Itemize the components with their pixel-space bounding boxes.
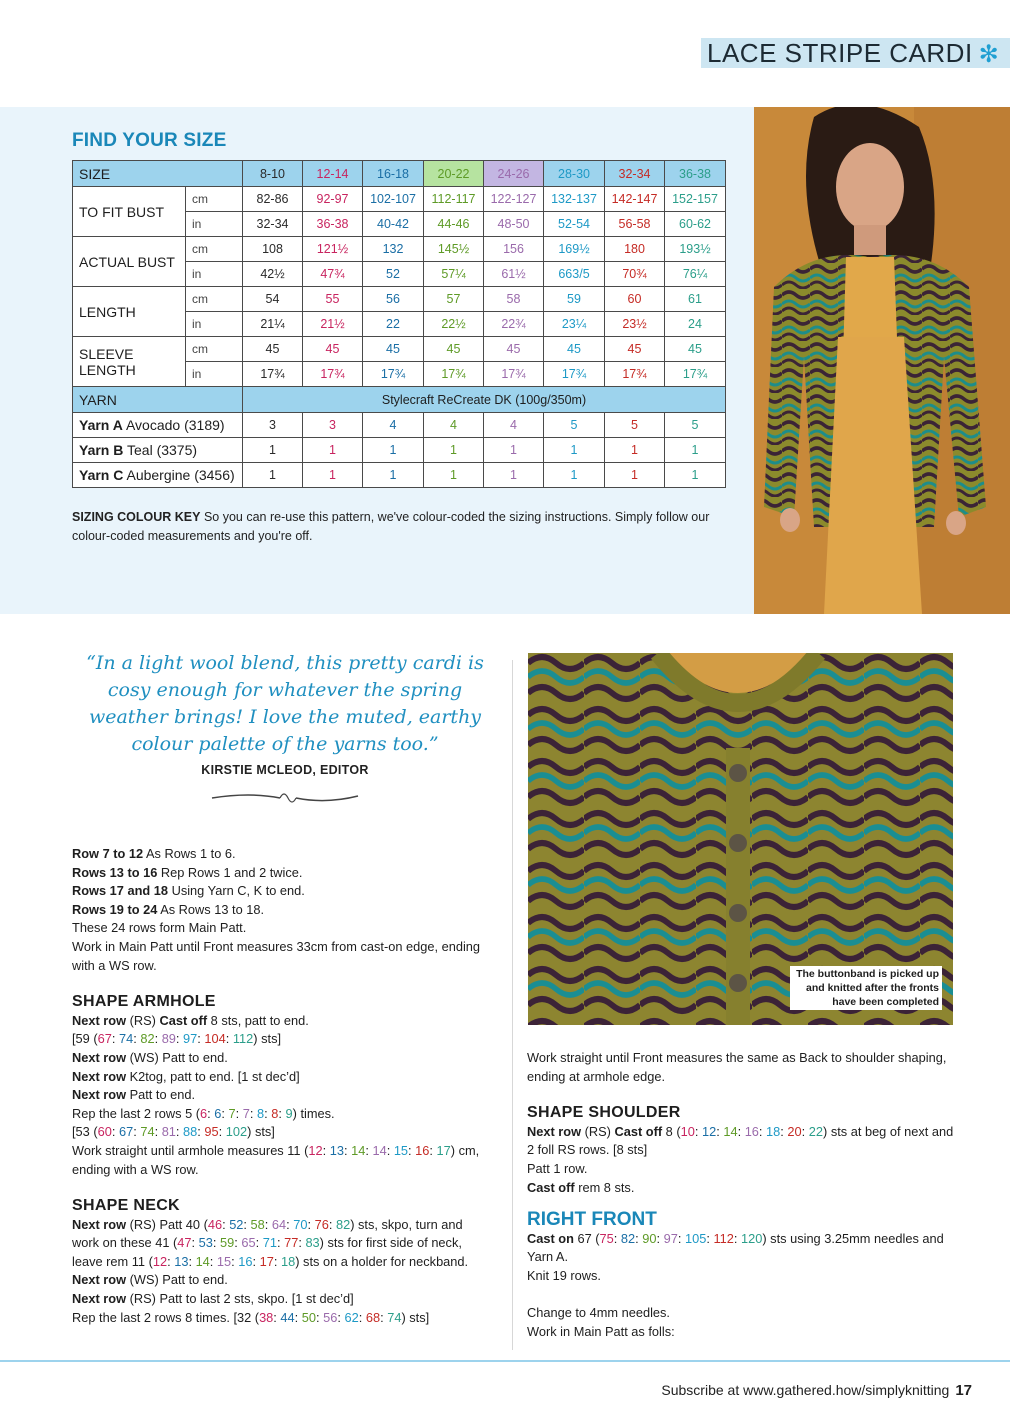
instruction-line: Cast on 67 (75: 82: 90: 97: 105: 112: 120) sts using 3.25mm needles and Yarn A. xyxy=(527,1230,944,1265)
instruction-line: Rep the last 2 rows 5 (6: 6: 7: 7: 8: 8: 9) times. xyxy=(72,1105,335,1121)
yarn-label: YARN xyxy=(73,387,243,413)
table-cell: 52 xyxy=(363,262,424,287)
table-cell: 55 xyxy=(303,287,363,312)
table-cell: 45 xyxy=(424,337,484,362)
table-cell: 1 xyxy=(665,463,726,488)
table-cell: 56 xyxy=(363,287,424,312)
column-divider xyxy=(512,660,513,1350)
instruction-line: Change to 4mm needles. xyxy=(527,1305,670,1321)
instruction-line: Next row (WS) Patt to end. xyxy=(72,1049,228,1065)
table-cell: 17¾ xyxy=(363,362,424,387)
table-cell: 1 xyxy=(303,463,363,488)
table-cell: 1 xyxy=(363,463,424,488)
table-cell: 1 xyxy=(544,463,605,488)
table-cell: 40-42 xyxy=(363,212,424,237)
instruction-line: Next row (RS) Cast off 8 (10: 12: 14: 16: 18: 20: 22) sts at beg of next and 2 foll RS rows. [8 sts] xyxy=(527,1123,954,1158)
shape-shoulder-heading: SHAPE SHOULDER xyxy=(527,1104,681,1122)
table-cell: 112-117 xyxy=(424,187,484,212)
instruction-line: Next row K2tog, patt to end. [1 st dec’d] xyxy=(72,1068,300,1084)
yarn-header-row xyxy=(73,387,726,413)
table-cell: 45 xyxy=(484,337,544,362)
table-cell: 60 xyxy=(605,287,665,312)
table-cell: 1 xyxy=(303,438,363,463)
model-photo-illustration xyxy=(754,107,1010,614)
table-cell: 145½ xyxy=(424,237,484,262)
size-table xyxy=(72,160,726,488)
editor-quote: “In a light wool blend, this pretty cardi is cosy enough for whatever the spring weather brings! I love the muted, earthy colour palette of the yarns too.” xyxy=(86,652,484,755)
unit-cell: in xyxy=(186,212,243,237)
table-cell: 4 xyxy=(424,413,484,438)
table-cell: 4 xyxy=(363,413,424,438)
page-footer xyxy=(661,1382,972,1399)
instruction-line: Rep the last 2 rows 8 times. [32 (38: 44: 50: 56: 62: 68: 74) sts] xyxy=(72,1309,430,1325)
yarn-row xyxy=(73,413,726,438)
row-label: LENGTH xyxy=(73,287,186,337)
size-header-cell: 28-30 xyxy=(544,161,605,187)
table-cell: 17¾ xyxy=(665,362,726,387)
size-label: SIZE xyxy=(73,161,243,187)
table-cell: 54 xyxy=(243,287,303,312)
unit-cell: cm xyxy=(186,337,243,362)
flourish-divider-icon xyxy=(210,788,360,806)
yarn-row-label: Yarn C Aubergine (3456) xyxy=(73,463,243,488)
size-header-cell: 8-10 xyxy=(243,161,303,187)
table-cell: 17¾ xyxy=(605,362,665,387)
table-cell: 17¾ xyxy=(303,362,363,387)
table-cell: 1 xyxy=(484,463,544,488)
instruction-line: Row 7 to 12 As Rows 1 to 6. xyxy=(72,846,236,861)
table-cell: 193½ xyxy=(665,237,726,262)
table-cell: 24 xyxy=(665,312,726,337)
table-cell: 22 xyxy=(363,312,424,337)
unit-cell: cm xyxy=(186,287,243,312)
table-cell: 5 xyxy=(544,413,605,438)
table-cell: 5 xyxy=(605,413,665,438)
unit-cell: in xyxy=(186,362,243,387)
row-label: TO FIT BUST xyxy=(73,187,186,237)
table-cell: 42½ xyxy=(243,262,303,287)
left-column xyxy=(72,845,492,1327)
instruction-line: Cast off rem 8 sts. xyxy=(527,1179,635,1195)
table-cell: 156 xyxy=(484,237,544,262)
instruction-line: [59 (67: 74: 82: 89: 97: 104: 112) sts] xyxy=(72,1031,282,1047)
instruction-line: Work in Main Patt as folls: xyxy=(527,1323,675,1339)
yarn-name: Stylecraft ReCreate DK (100g/350m) xyxy=(243,387,726,413)
table-row xyxy=(73,237,726,262)
table-cell: 132 xyxy=(363,237,424,262)
instruction-line: Next row (RS) Patt 40 (46: 52: 58: 64: 70: 76: 82) sts, skpo, turn and work on these 41 (47: 53: 59: 65: 71: 77: 83) sts for first side of neck, leave rem 11 (12: 13: 14: 15: 16: 17: 18) sts on a holder for neckband. xyxy=(72,1216,469,1269)
photo-caption: The buttonband is picked up and knitted after the fronts have been completed xyxy=(790,966,942,1010)
table-cell: 17¾ xyxy=(544,362,605,387)
size-header-cell: 36-38 xyxy=(665,161,726,187)
table-cell: 45 xyxy=(665,337,726,362)
instruction-line: Rows 17 and 18 Using Yarn C, K to end. xyxy=(72,883,305,899)
table-cell: 132-137 xyxy=(544,187,605,212)
table-cell: 36-38 xyxy=(303,212,363,237)
subscribe-link[interactable]: Subscribe at www.gathered.how/simplyknitting xyxy=(661,1382,950,1398)
table-cell: 45 xyxy=(544,337,605,362)
table-cell: 663/5 xyxy=(544,262,605,287)
table-cell: 3 xyxy=(303,413,363,438)
table-cell: 1 xyxy=(424,438,484,463)
table-cell: 1 xyxy=(243,463,303,488)
shape-neck-heading: SHAPE NECK xyxy=(72,1197,180,1215)
table-cell: 21¼ xyxy=(243,312,303,337)
instruction-line: Next row Patt to end. xyxy=(72,1087,196,1103)
unit-cell: cm xyxy=(186,237,243,262)
table-cell: 44-46 xyxy=(424,212,484,237)
instruction-line: Patt 1 row. xyxy=(527,1160,588,1176)
quote-author: KIRSTIE MCLEOD, EDITOR xyxy=(201,763,369,777)
unit-cell: in xyxy=(186,312,243,337)
size-header-cell: 20-22 xyxy=(424,161,484,187)
table-cell: 3 xyxy=(243,413,303,438)
table-cell: 169½ xyxy=(544,237,605,262)
table-cell: 52-54 xyxy=(544,212,605,237)
table-cell: 1 xyxy=(424,463,484,488)
table-cell: 108 xyxy=(243,237,303,262)
footer-rule xyxy=(0,1360,1010,1362)
table-row xyxy=(73,287,726,312)
table-row xyxy=(73,187,726,212)
unit-cell: cm xyxy=(186,187,243,212)
yarn-row xyxy=(73,438,726,463)
table-cell: 45 xyxy=(605,337,665,362)
table-cell: 61 xyxy=(665,287,726,312)
size-row xyxy=(73,161,726,187)
instruction-line: These 24 rows form Main Patt. xyxy=(72,920,247,936)
table-cell: 4 xyxy=(484,413,544,438)
table-cell: 22½ xyxy=(424,312,484,337)
table-cell: 56-58 xyxy=(605,212,665,237)
table-cell: 122-127 xyxy=(484,187,544,212)
table-cell: 82-86 xyxy=(243,187,303,212)
table-cell: 22¾ xyxy=(484,312,544,337)
table-cell: 17¾ xyxy=(243,362,303,387)
sizing-colour-key: SIZING COLOUR KEY So you can re-use this pattern, we've colour-coded the sizing instructions. Simply follow our colour-coded measurements and you're off. xyxy=(72,510,710,543)
table-cell: 47¾ xyxy=(303,262,363,287)
table-row xyxy=(73,337,726,362)
right-column xyxy=(527,1049,957,1341)
row-label: ACTUAL BUST xyxy=(73,237,186,287)
size-header-cell: 16-18 xyxy=(363,161,424,187)
table-cell: 76¼ xyxy=(665,262,726,287)
table-cell: 23½ xyxy=(605,312,665,337)
table-cell: 48-50 xyxy=(484,212,544,237)
instruction-line: Next row (WS) Patt to end. xyxy=(72,1272,228,1288)
table-cell: 5 xyxy=(665,413,726,438)
table-cell: 23¼ xyxy=(544,312,605,337)
table-cell: 1 xyxy=(243,438,303,463)
table-cell: 45 xyxy=(363,337,424,362)
unit-cell: in xyxy=(186,262,243,287)
table-cell: 59 xyxy=(544,287,605,312)
table-cell: 1 xyxy=(484,438,544,463)
page-number: 17 xyxy=(955,1382,972,1399)
instruction-line: Work in Main Patt until Front measures 33cm from cast-on edge, ending with a WS row. xyxy=(72,938,481,973)
table-cell: 102-107 xyxy=(363,187,424,212)
yarn-row-label: Yarn B Teal (3375) xyxy=(73,438,243,463)
yarn-row-label: Yarn A Avocado (3189) xyxy=(73,413,243,438)
instruction-line: Next row (RS) Cast off 8 sts, patt to end. xyxy=(72,1012,309,1028)
size-header-cell: 32-34 xyxy=(605,161,665,187)
table-cell: 152-157 xyxy=(665,187,726,212)
table-cell: 61½ xyxy=(484,262,544,287)
page-title: LACE STRIPE CARDI ✻ xyxy=(701,38,1010,68)
table-cell: 70¾ xyxy=(605,262,665,287)
instruction-line: Knit 19 rows. xyxy=(527,1267,601,1283)
size-header-cell: 12-14 xyxy=(303,161,363,187)
table-cell: 58 xyxy=(484,287,544,312)
table-cell: 45 xyxy=(303,337,363,362)
size-heading: FIND YOUR SIZE xyxy=(72,130,227,151)
table-cell: 1 xyxy=(665,438,726,463)
instruction-line: Rows 13 to 16 Rep Rows 1 and 2 twice. xyxy=(72,864,303,880)
table-cell: 57 xyxy=(424,287,484,312)
table-cell: 17¾ xyxy=(424,362,484,387)
table-cell: 32-34 xyxy=(243,212,303,237)
instruction-line: Next row (RS) Patt to last 2 sts, skpo. [1 st dec’d] xyxy=(72,1291,354,1307)
table-cell: 1 xyxy=(544,438,605,463)
table-cell: 92-97 xyxy=(303,187,363,212)
table-cell: 17¾ xyxy=(484,362,544,387)
shape-armhole-heading: SHAPE ARMHOLE xyxy=(72,993,216,1011)
size-header-cell: 24-26 xyxy=(484,161,544,187)
instruction-line: Work straight until armhole measures 11 (12: 13: 14: 14: 15: 16: 17) cm, ending with a WS row. xyxy=(72,1142,480,1177)
table-cell: 45 xyxy=(243,337,303,362)
table-cell: 121½ xyxy=(303,237,363,262)
table-cell: 60-62 xyxy=(665,212,726,237)
table-cell: 1 xyxy=(363,438,424,463)
yarn-row xyxy=(73,463,726,488)
table-cell: 1 xyxy=(605,463,665,488)
instruction-line: [53 (60: 67: 74: 81: 88: 95: 102) sts] xyxy=(72,1124,275,1140)
table-cell: 1 xyxy=(605,438,665,463)
instruction-line: Work straight until Front measures the same as Back to shoulder shaping, ending at armhole edge. xyxy=(527,1050,947,1084)
table-cell: 180 xyxy=(605,237,665,262)
table-cell: 21½ xyxy=(303,312,363,337)
instruction-line: Rows 19 to 24 As Rows 13 to 18. xyxy=(72,901,265,917)
right-front-heading: RIGHT FRONT xyxy=(527,1209,657,1231)
table-cell: 142-147 xyxy=(605,187,665,212)
row-label: SLEEVE LENGTH xyxy=(73,337,186,387)
table-cell: 57¼ xyxy=(424,262,484,287)
model-photo xyxy=(754,107,1010,614)
flower-icon: ✻ xyxy=(978,41,1000,68)
